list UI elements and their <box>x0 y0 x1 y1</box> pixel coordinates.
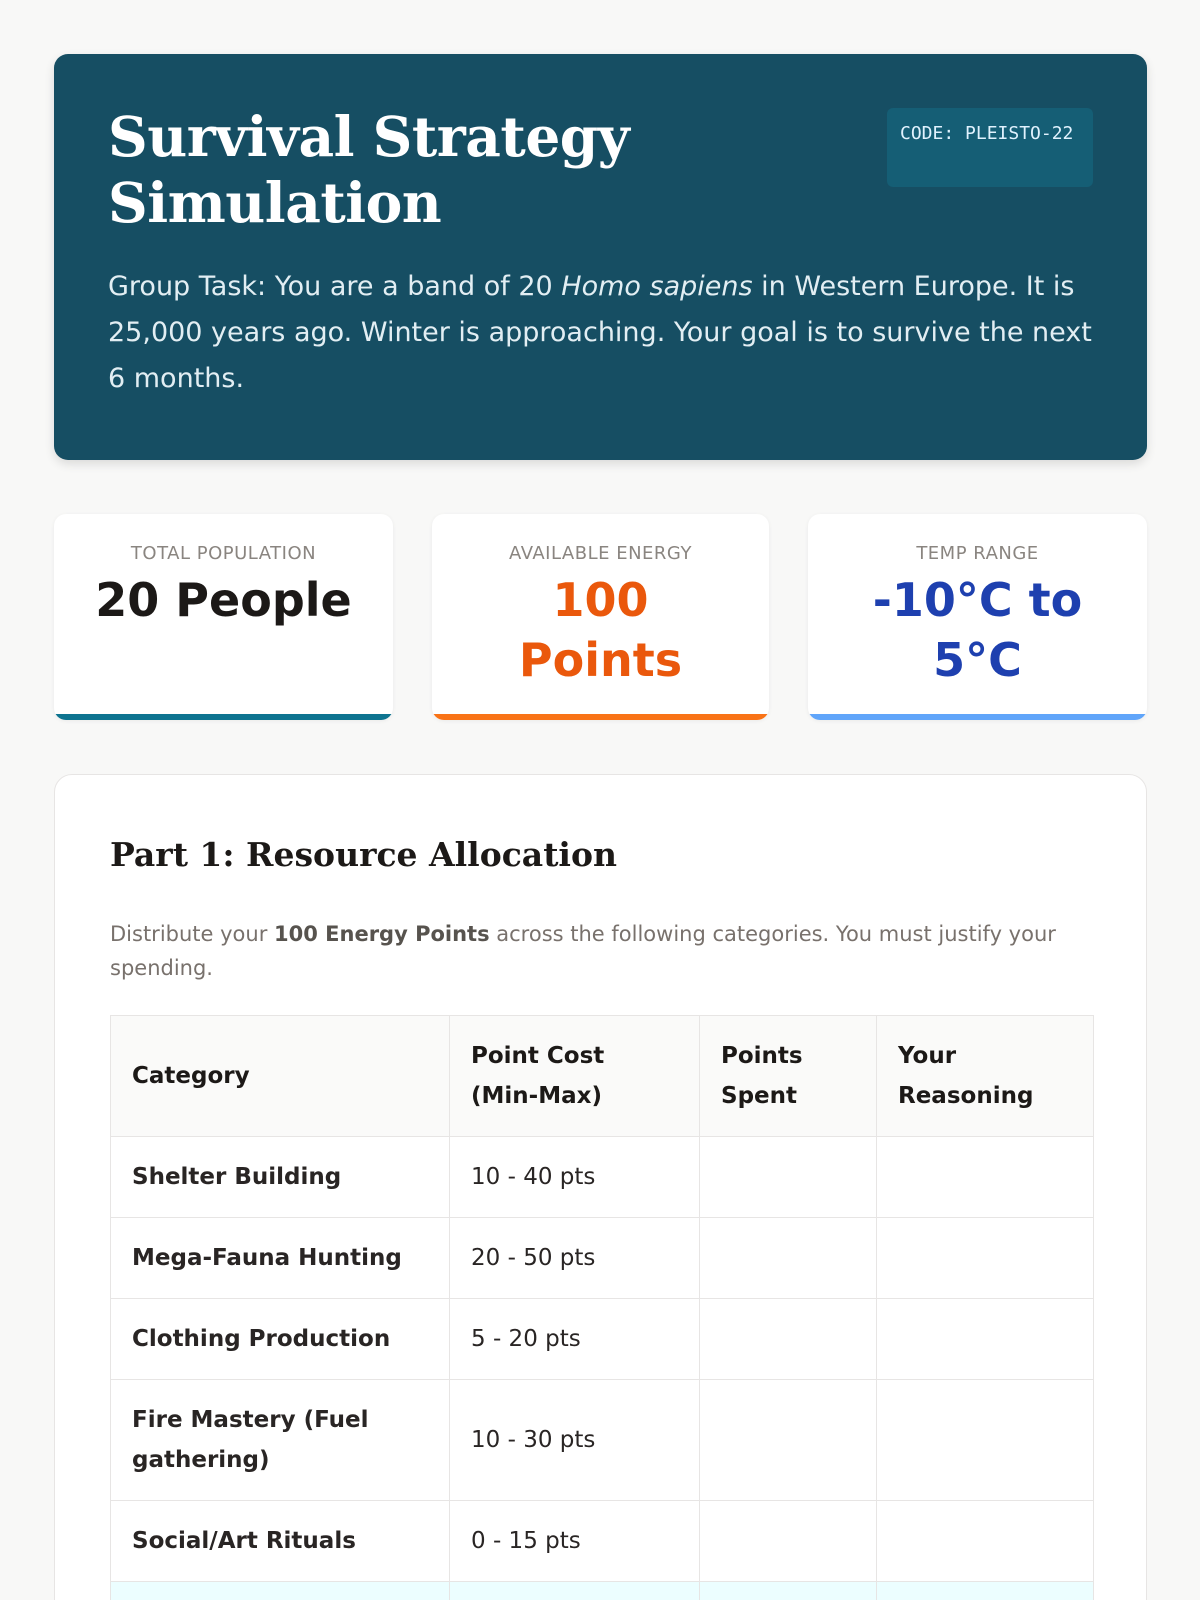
task-description <box>108 264 1093 402</box>
table-row <box>111 1380 1094 1501</box>
temperature-value: -10°C to 5°C <box>872 573 1083 687</box>
reasoning-input[interactable] <box>877 1501 1094 1582</box>
column-header-category: Category <box>111 1016 450 1137</box>
task-header <box>54 54 1147 460</box>
population-label: TOTAL POPULATION <box>130 543 317 564</box>
column-header-reasoning: Your Reasoning <box>877 1016 1094 1137</box>
task-description-end: in Western Europe. It is 25,000 years ago. Winter is approaching. Your goal is to survive the next 6 months. <box>108 271 1092 394</box>
instructions-start: Distribute your <box>110 922 275 946</box>
column-header-point-cost: Point Cost (Min-Max) <box>450 1016 700 1137</box>
reasoning-input[interactable] <box>877 1380 1094 1501</box>
reasoning-input[interactable] <box>877 1299 1094 1380</box>
species-name: Homo sapiens <box>561 271 753 302</box>
category-cell: Social/Art Rituals <box>111 1501 450 1582</box>
table-row <box>111 1218 1094 1299</box>
allocation-table <box>110 1015 1094 1600</box>
cost-cell: 10 - 40 pts <box>450 1137 700 1218</box>
resource-allocation-card <box>54 774 1147 1600</box>
population-value: 20 People <box>95 573 352 627</box>
table-header-row <box>111 1016 1094 1137</box>
temperature-label: TEMP RANGE <box>916 543 1039 564</box>
total-row-cell <box>877 1582 1094 1600</box>
energy-label: AVAILABLE ENERGY <box>509 543 692 564</box>
total-row <box>111 1582 1094 1600</box>
simulation-code-badge: CODE: PLEISTO-22 <box>887 108 1093 187</box>
reasoning-input[interactable] <box>877 1218 1094 1299</box>
points-spent-input[interactable] <box>700 1218 877 1299</box>
points-spent-input[interactable] <box>700 1299 877 1380</box>
total-row-cell <box>450 1582 700 1600</box>
energy-stat-card <box>432 514 769 720</box>
section-instructions <box>110 917 1070 985</box>
energy-points-emphasis: 100 Energy Points <box>274 922 490 946</box>
points-spent-input[interactable] <box>700 1501 877 1582</box>
population-stat-card <box>54 514 393 720</box>
points-spent-input[interactable] <box>700 1380 877 1501</box>
cost-cell: 20 - 50 pts <box>450 1218 700 1299</box>
total-row-cell <box>111 1582 450 1600</box>
page-title: Survival Strategy Simulation <box>108 104 630 235</box>
cost-cell: 10 - 30 pts <box>450 1380 700 1501</box>
category-cell: Shelter Building <box>111 1137 450 1218</box>
category-cell: Mega-Fauna Hunting <box>111 1218 450 1299</box>
temperature-stat-card <box>808 514 1147 720</box>
total-row-cell <box>700 1582 877 1600</box>
points-spent-input[interactable] <box>700 1137 877 1218</box>
column-header-points-spent: Points Spent <box>700 1016 877 1137</box>
reasoning-input[interactable] <box>877 1137 1094 1218</box>
section-title: Part 1: Resource Allocation <box>110 835 617 874</box>
category-cell: Clothing Production <box>111 1299 450 1380</box>
table-row <box>111 1137 1094 1218</box>
energy-value: 100 Points <box>518 573 683 687</box>
cost-cell: 5 - 20 pts <box>450 1299 700 1380</box>
table-row <box>111 1299 1094 1380</box>
task-description-start: Group Task: You are a band of 20 <box>108 271 562 302</box>
instructions-end: across the following categories. You must justify your spending. <box>110 922 1056 980</box>
table-row <box>111 1501 1094 1582</box>
cost-cell: 0 - 15 pts <box>450 1501 700 1582</box>
category-cell: Fire Mastery (Fuel gathering) <box>111 1380 450 1501</box>
